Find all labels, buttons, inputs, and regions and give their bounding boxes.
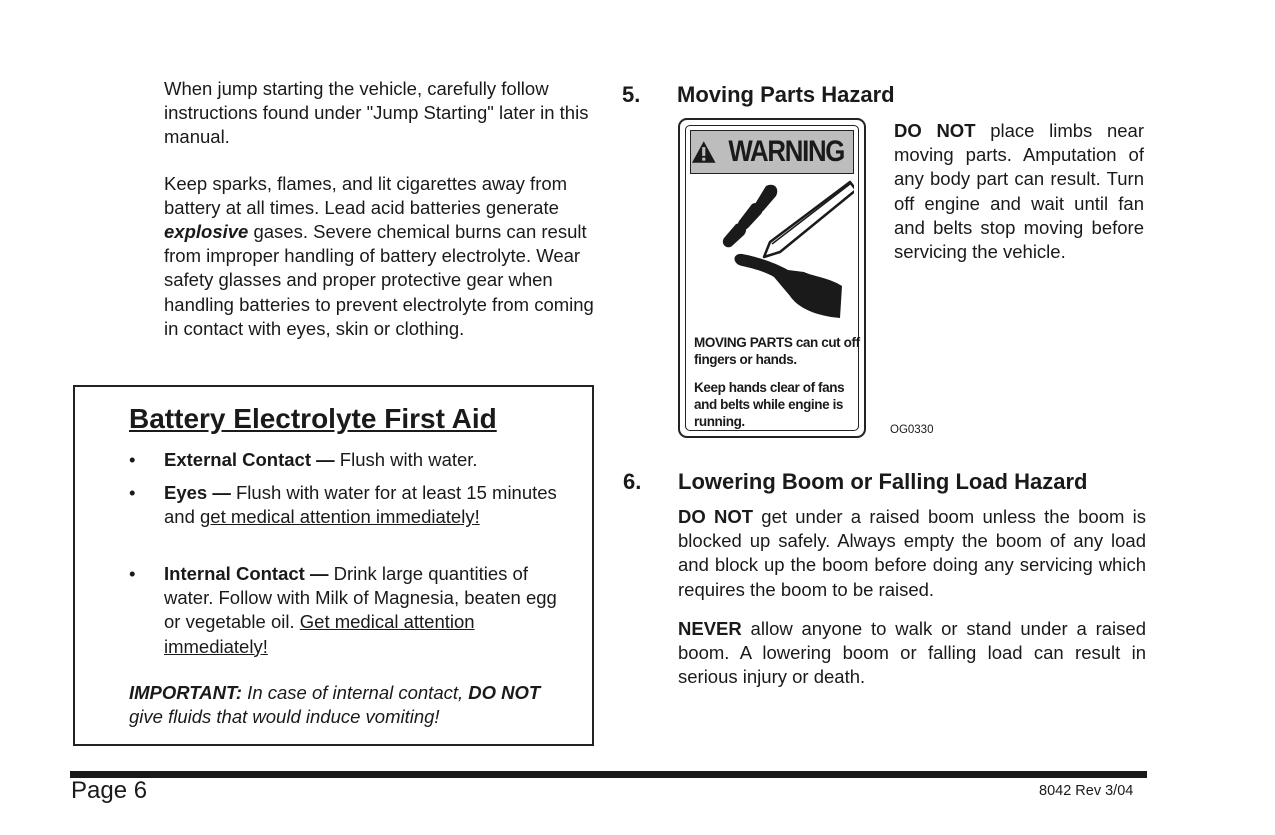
first-aid-item-label: External Contact — bbox=[164, 449, 335, 470]
first-aid-item-text: Flush with water. bbox=[334, 449, 478, 470]
warning-word: WARNING bbox=[727, 135, 844, 168]
warning-header bbox=[690, 130, 854, 174]
battery-safety-text-b: gases. Severe chemical burns can result from improper handling of battery electrolyte. Wear safety glasses and proper protective gear when handling batteries to prevent electrolyte from coming in contact with eyes, skin or clothing. bbox=[164, 221, 594, 339]
warning-sign bbox=[678, 118, 866, 438]
section-5-text bbox=[894, 119, 1144, 264]
battery-safety-text-a: Keep sparks, flames, and lit cigarettes away from battery at all times. Lead acid batteries generate bbox=[164, 172, 568, 218]
first-aid-item-text: Drink large quantities of water. Follow with Milk of Magnesia, beaten egg or vegetable oil. bbox=[164, 563, 557, 633]
section-6-p1-bold: DO NOT bbox=[678, 506, 754, 527]
warning-caption-keep-clear: Keep hands clear of fans and belts while engine is running. bbox=[694, 380, 845, 429]
first-aid-item-label: Eyes — bbox=[164, 482, 231, 503]
section-5-bold: DO NOT bbox=[894, 120, 976, 141]
first-aid-item-eyes bbox=[129, 481, 574, 529]
warning-caption-moving-parts bbox=[694, 334, 866, 368]
bullet: • bbox=[129, 563, 136, 584]
left-column-text bbox=[164, 77, 594, 341]
warning-sign-inner-border bbox=[685, 125, 859, 431]
hand-blade-hazard-icon bbox=[708, 178, 854, 328]
section-5-body: place limbs near moving parts. Amputation of any body part can result. Turn off engine and wait until fan and belts stop moving before servicing the vehicle. bbox=[894, 120, 1144, 263]
section-6-p2-bold: NEVER bbox=[678, 617, 742, 639]
first-aid-item-external bbox=[129, 448, 574, 472]
important-label: IMPORTANT: bbox=[129, 682, 243, 703]
section-6-number: 6. bbox=[623, 469, 642, 494]
first-aid-box bbox=[73, 385, 594, 746]
battery-safety-paragraph bbox=[164, 172, 594, 341]
bullet: • bbox=[129, 449, 136, 470]
section-6-p2-body: allow anyone to walk or stand under a raised boom. A lowering boom or falling load can result in serious injury or death. bbox=[678, 617, 1146, 688]
section-5-number: 5. bbox=[622, 82, 641, 107]
first-aid-item-underline: get medical attention immediately bbox=[200, 506, 475, 528]
first-aid-item-tail: ! bbox=[474, 506, 480, 528]
first-aid-item-label: Internal Contact — bbox=[164, 563, 329, 584]
explosive-emphasis: explosive bbox=[164, 221, 249, 243]
sign-code: OG0330 bbox=[890, 424, 934, 436]
important-tail: give fluids that would induce vomiting! bbox=[129, 706, 440, 728]
section-6-text bbox=[678, 505, 1146, 689]
section-6-title: Lowering Boom or Falling Load Hazard bbox=[678, 469, 1088, 494]
first-aid-item-text: Flush with water for at least 15 minutes and bbox=[164, 482, 557, 528]
first-aid-item-underline: Get medical attention immediately bbox=[164, 611, 475, 657]
important-bold: DO NOT bbox=[468, 682, 541, 703]
section-6-paragraph-2 bbox=[678, 617, 1146, 690]
footer-rule bbox=[70, 771, 1147, 778]
section-5-title: Moving Parts Hazard bbox=[677, 82, 895, 107]
first-aid-title: Battery Electrolyte First Aid bbox=[129, 403, 497, 434]
section-6-p1-body: get under a raised boom unless the boom is blocked up safely. Always empty the boom of any load and block up the boom before doing any servicing which requires the boom to be raised. bbox=[678, 506, 1146, 600]
important-text: In case of internal contact, bbox=[242, 682, 469, 703]
warning-caption-rest: can cut off fingers or hands. bbox=[694, 335, 860, 367]
first-aid-item-tail: ! bbox=[262, 635, 268, 657]
warning-triangle-icon bbox=[691, 140, 717, 164]
document-revision: 8042 Rev 3/04 bbox=[1039, 783, 1134, 799]
warning-caption-bold: MOVING PARTS bbox=[694, 335, 793, 350]
first-aid-item-internal bbox=[129, 562, 574, 659]
section-6-paragraph-1 bbox=[678, 505, 1146, 602]
jump-start-paragraph: When jump starting the vehicle, carefully follow instructions found under "Jump Starting" later in this manual. bbox=[164, 78, 589, 148]
bullet: • bbox=[129, 482, 136, 503]
page-number: Page 6 bbox=[71, 777, 148, 804]
first-aid-important-note bbox=[129, 681, 579, 729]
